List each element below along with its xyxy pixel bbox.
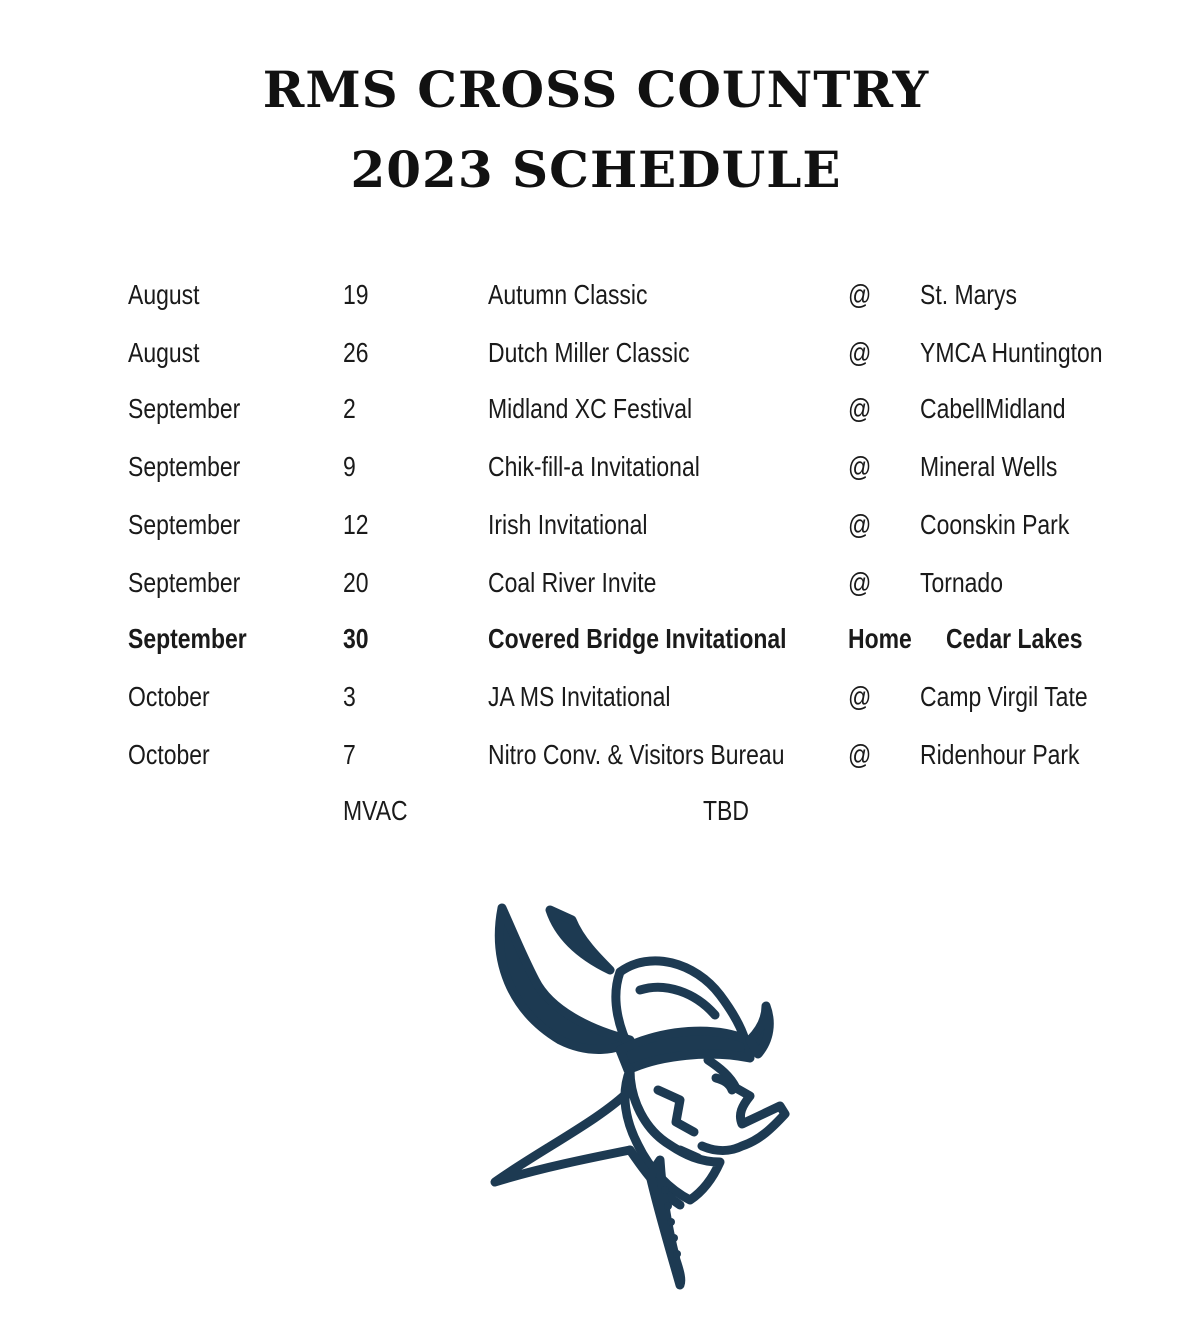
at-marker: @: [848, 451, 872, 482]
event-name: Covered Bridge Invitational: [488, 623, 787, 654]
day: 30: [343, 623, 369, 654]
at-marker: @: [848, 739, 872, 770]
event-name: Nitro Conv. & Visitors Bureau: [488, 739, 785, 770]
month: September: [128, 451, 241, 482]
location: Cedar Lakes: [946, 623, 1083, 654]
day: 2: [343, 393, 356, 424]
location: Tornado: [920, 567, 1003, 598]
day: 9: [343, 451, 356, 482]
schedule-row-home: [0, 619, 1192, 659]
location: Coonskin Park: [920, 509, 1070, 540]
day: 7: [343, 739, 356, 770]
day: 3: [343, 681, 356, 712]
at-marker: @: [848, 279, 872, 310]
schedule-row: [0, 563, 1192, 603]
day: 19: [343, 279, 369, 310]
schedule-row: [0, 275, 1192, 315]
month: September: [128, 567, 241, 598]
event-name: Irish Invitational: [488, 509, 648, 540]
schedule-row: [0, 447, 1192, 487]
schedule-row: [0, 735, 1192, 775]
at-marker: @: [848, 393, 872, 424]
month: September: [128, 509, 241, 540]
event-name: Dutch Miller Classic: [488, 337, 690, 368]
at-marker: @: [848, 509, 872, 540]
day: 12: [343, 509, 369, 540]
location: Mineral Wells: [920, 451, 1058, 482]
location: YMCA Huntington: [920, 337, 1103, 368]
location: TBD: [703, 795, 749, 826]
at-marker: @: [848, 681, 872, 712]
schedule-row: [0, 389, 1192, 429]
page-title: RMS CROSS COUNTRY: [262, 60, 930, 119]
event-name: Autumn Classic: [488, 279, 648, 310]
day: 20: [343, 567, 369, 598]
event-name: MVAC: [343, 795, 408, 826]
page-subtitle: 2023 SCHEDULE: [350, 140, 842, 199]
month: October: [128, 739, 210, 770]
month: October: [128, 681, 210, 712]
event-name: Midland XC Festival: [488, 393, 693, 424]
event-name: Coal River Invite: [488, 567, 657, 598]
month: August: [128, 337, 200, 368]
location: St. Marys: [920, 279, 1017, 310]
location: Camp Virgil Tate: [920, 681, 1088, 712]
schedule-row: [0, 505, 1192, 545]
schedule-row: [0, 333, 1192, 373]
month: September: [128, 623, 247, 654]
location: CabellMidland: [920, 393, 1066, 424]
viking-head-icon: [480, 900, 810, 1290]
month: September: [128, 393, 241, 424]
at-marker: @: [848, 567, 872, 598]
at-marker: @: [848, 337, 872, 368]
event-name: Chik-fill-a Invitational: [488, 451, 700, 482]
month: August: [128, 279, 200, 310]
day: 26: [343, 337, 369, 368]
home-marker: Home: [848, 623, 912, 654]
event-name: JA MS Invitational: [488, 681, 671, 712]
schedule-row-mvac: [0, 791, 1192, 831]
schedule-row: [0, 677, 1192, 717]
location: Ridenhour Park: [920, 739, 1080, 770]
